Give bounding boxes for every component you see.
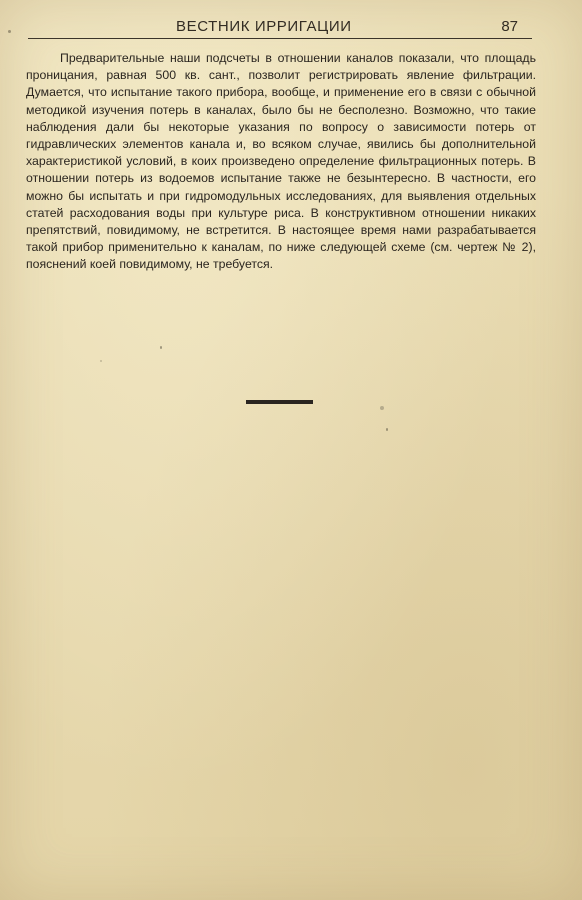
paper-speck [386,428,388,431]
journal-title: ВЕСТНИК ИРРИГАЦИИ [176,18,352,35]
paper-speck [380,406,384,410]
running-header [28,18,532,39]
paper-speck [100,360,102,362]
body-paragraph: Предварительные наши подсчеты в отношении каналов показали, что площадь проницания, равная 500 кв. сант., позволит регистрировать явление фильтрации. Думается, что испытание такого прибора, вообще, и применение его в связи с обычной методикой изучения потерь в каналах, было бы не бесполезно. Возможно, что такие наблюдения дали бы некоторые указания по вопросу о зависимости потерь от гидравлических элементов канала и, во всяком случае, явились бы дополнительной характеристикой условий, в коих произведено определение фильтрационных потерь. В отношении потерь из водоемов испытание также не безынтересно. В частности, его можно бы испытать и при гидромодульных исследованиях, для выявления отдельных статей расходования воды при культуре риса. В конструктивном отношении никаких препятствий, повидимому, не встретится. В настоящее время нами разрабатывается такой прибор применительно к каналам, по ниже следующей схеме (см. чертеж № 2), пояснений коей повидимому, не требуется. [26,51,536,272]
section-divider [246,400,313,404]
paper-speck [160,346,162,349]
paper-speck [8,30,11,33]
page-number: 87 [501,18,518,35]
